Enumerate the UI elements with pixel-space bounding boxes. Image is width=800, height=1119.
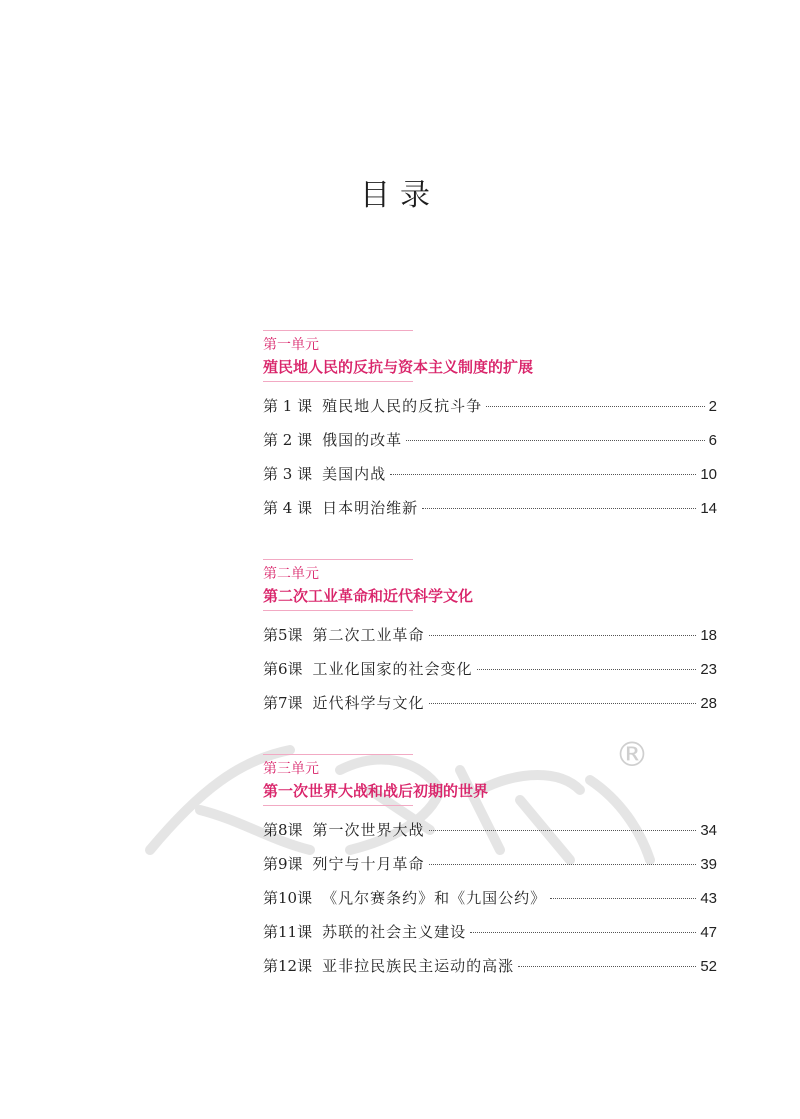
lesson-title: 第二次工业革命	[312, 626, 425, 644]
dot-leader	[550, 898, 696, 899]
lesson-number: 第7课	[263, 694, 303, 712]
lesson-number: 第11课	[263, 923, 313, 941]
toc-entry[interactable]	[263, 921, 717, 955]
lesson-list	[263, 819, 717, 989]
lesson-number: 第 1 课	[263, 397, 313, 415]
registered-mark: ®	[615, 735, 649, 775]
dot-leader	[406, 440, 705, 441]
dot-leader	[429, 830, 697, 831]
unit-number: 第二单元	[263, 566, 319, 582]
page-number: 10	[700, 466, 717, 483]
lesson-title: 近代科学与文化	[312, 694, 425, 712]
lesson-title: 亚非拉民族民主运动的高涨	[322, 957, 515, 975]
toc-entry[interactable]	[263, 463, 717, 497]
lesson-number: 第12课	[263, 957, 313, 975]
unit-header	[263, 322, 717, 382]
toc-entry[interactable]	[263, 692, 717, 726]
lesson-number: 第5课	[263, 626, 303, 644]
toc-entry[interactable]	[263, 624, 717, 658]
page-number: 18	[700, 627, 717, 644]
toc-entry[interactable]	[263, 395, 717, 429]
toc-entry[interactable]	[263, 887, 717, 921]
dot-leader	[422, 508, 696, 509]
lesson-list	[263, 624, 717, 726]
toc-entry[interactable]	[263, 819, 717, 853]
unit-title: 第二次工业革命和近代科学文化	[263, 587, 474, 605]
table-of-contents	[263, 322, 717, 1009]
page-number: 39	[700, 856, 717, 873]
page-number: 14	[700, 500, 717, 517]
dot-leader	[429, 635, 697, 636]
unit-rule-top	[263, 330, 413, 331]
unit-3	[263, 746, 717, 989]
lesson-title: 第一次世界大战	[312, 821, 425, 839]
dot-leader	[390, 474, 696, 475]
lesson-title: 列宁与十月革命	[312, 855, 425, 873]
dot-leader	[470, 932, 696, 933]
toc-entry[interactable]	[263, 955, 717, 989]
page-number: 2	[708, 398, 717, 415]
page-number: 23	[700, 661, 717, 678]
unit-title: 第一次世界大战和战后初期的世界	[263, 782, 489, 800]
page-number: 34	[700, 822, 717, 839]
dot-leader	[429, 703, 697, 704]
unit-number: 第三单元	[263, 761, 319, 777]
dot-leader	[486, 406, 705, 407]
lesson-title: 《凡尔赛条约》和《九国公约》	[322, 889, 547, 907]
lesson-number: 第 3 课	[263, 465, 313, 483]
unit-rule-bottom	[263, 805, 413, 806]
lesson-title: 美国内战	[322, 465, 387, 483]
lesson-title: 俄国的改革	[322, 431, 403, 449]
lesson-number: 第8课	[263, 821, 303, 839]
dot-leader	[518, 966, 696, 967]
lesson-number: 第 4 课	[263, 499, 313, 517]
lesson-list	[263, 395, 717, 531]
lesson-title: 苏联的社会主义建设	[322, 923, 467, 941]
unit-number: 第一单元	[263, 337, 319, 353]
toc-entry[interactable]	[263, 429, 717, 463]
lesson-title: 殖民地人民的反抗斗争	[322, 397, 483, 415]
unit-2	[263, 551, 717, 726]
lesson-title: 工业化国家的社会变化	[312, 660, 473, 678]
unit-1	[263, 322, 717, 531]
lesson-number: 第6课	[263, 660, 303, 678]
toc-entry[interactable]	[263, 853, 717, 887]
lesson-number: 第10课	[263, 889, 313, 907]
unit-rule-top	[263, 754, 413, 755]
unit-rule-bottom	[263, 610, 413, 611]
unit-header	[263, 551, 717, 611]
page-title: 目录	[360, 178, 440, 213]
lesson-number: 第9课	[263, 855, 303, 873]
lesson-number: 第 2 课	[263, 431, 313, 449]
unit-header	[263, 746, 717, 806]
page-number: 47	[700, 924, 717, 941]
toc-entry[interactable]	[263, 658, 717, 692]
unit-rule-bottom	[263, 381, 413, 382]
page-number: 52	[700, 958, 717, 975]
page-number: 6	[708, 432, 717, 449]
page-number: 28	[700, 695, 717, 712]
lesson-title: 日本明治维新	[322, 499, 419, 517]
toc-entry[interactable]	[263, 497, 717, 531]
dot-leader	[477, 669, 697, 670]
dot-leader	[429, 864, 697, 865]
unit-rule-top	[263, 559, 413, 560]
unit-title: 殖民地人民的反抗与资本主义制度的扩展	[263, 358, 534, 376]
page-number: 43	[700, 890, 717, 907]
